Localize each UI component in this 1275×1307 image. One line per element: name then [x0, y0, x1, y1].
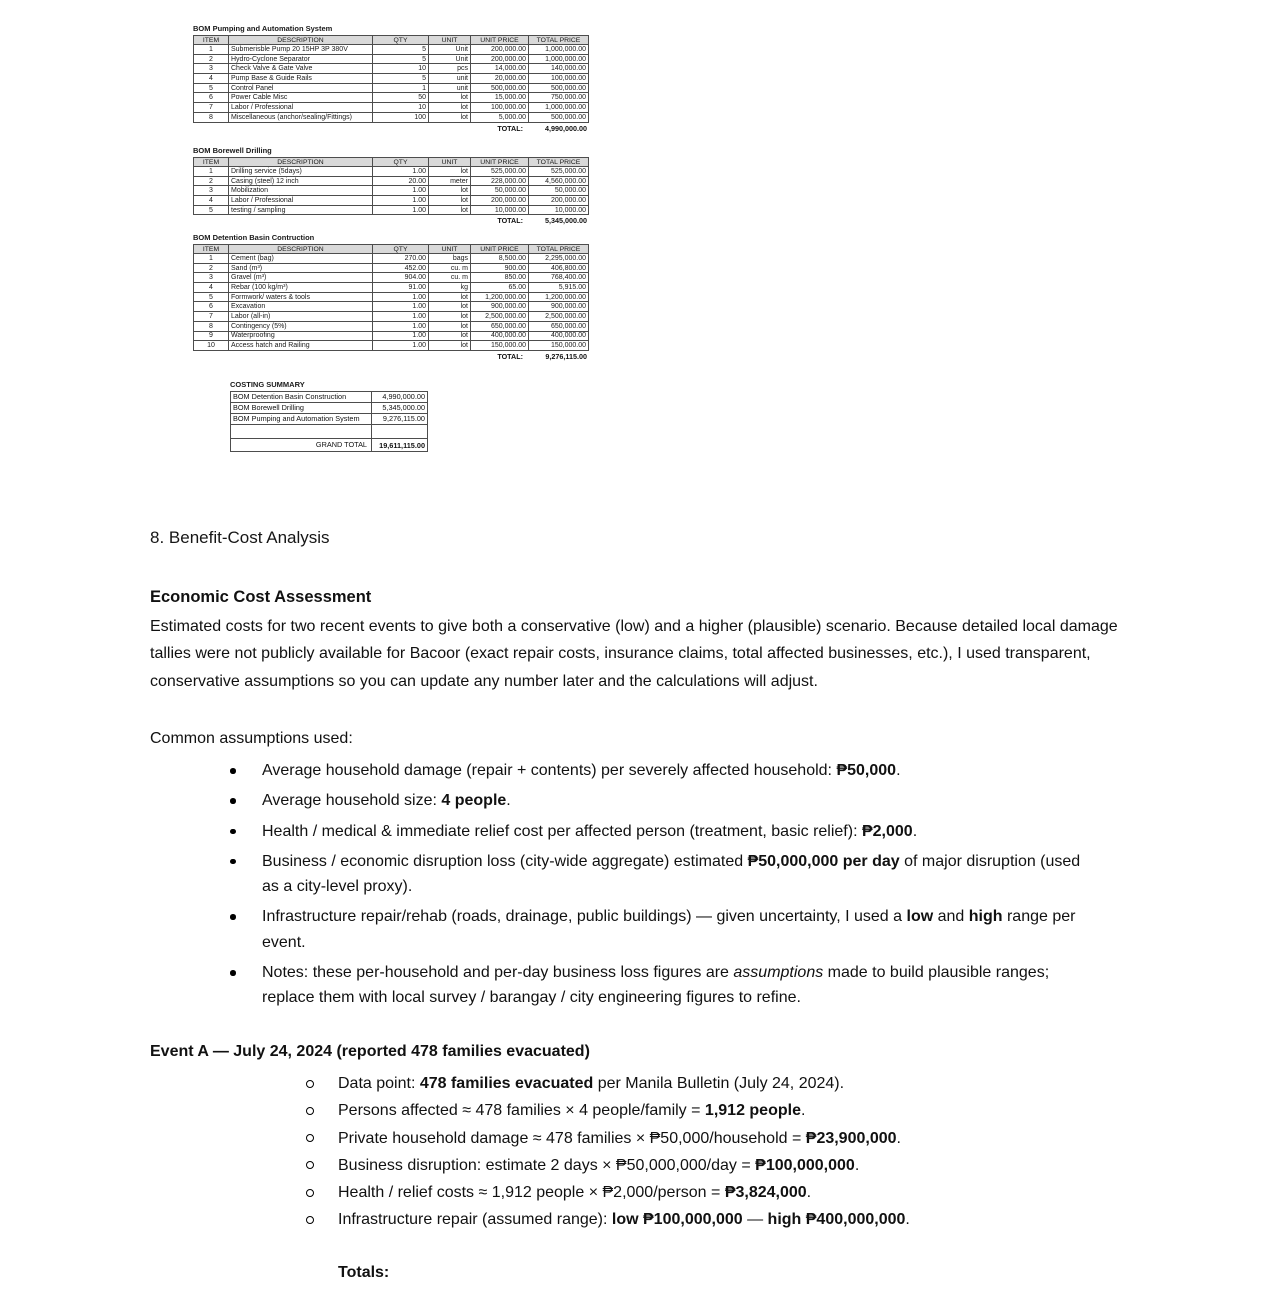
bom-row [194, 74, 589, 84]
text-segment: ₱3,824,000 [724, 1184, 807, 1202]
bom-cell: 5 [373, 74, 429, 84]
text-segment: assumptions [733, 964, 824, 982]
bom-header-cell: TOTAL PRICE [529, 36, 589, 45]
bom-table [193, 35, 589, 123]
bom-cell: 2 [194, 263, 229, 273]
bom-cell: 228,000.00 [471, 176, 529, 186]
text-segment: Infrastructure repair (assumed range): [338, 1211, 612, 1229]
bom-header-cell: ITEM [194, 36, 229, 45]
bom-cell: 500,000.00 [529, 112, 589, 122]
bom-header-cell: DESCRIPTION [229, 36, 373, 45]
costing-summary-spacer-value [372, 425, 427, 438]
bom-cell: lot [429, 112, 471, 122]
intro-paragraph: Estimated costs for two recent events to give both a conservative (low) and a higher (plausible) scenario. Because detailed local damage tallies were not publicly available for Bacoor (exact repair costs, insurance claims, total affected businesses, etc.), I used transparent, conservative assumptions so you can update any number later and the calculations will adjust. [150, 618, 1118, 690]
list-item [305, 1097, 1075, 1124]
bom-header-cell: UNIT [429, 245, 471, 254]
bom-row [194, 205, 589, 215]
text-segment: Data point: [338, 1075, 420, 1092]
bom-cell: 1.00 [373, 186, 429, 196]
bom-cell: 1.00 [373, 321, 429, 331]
bom-cell: 1 [194, 254, 229, 264]
text-segment: of major disruption (used as a city-level proxy). [262, 852, 1081, 896]
bom-total-label: TOTAL: [497, 123, 523, 133]
bom-header-row [194, 36, 589, 45]
costing-summary-spacer-cell [231, 425, 372, 438]
text-segment: 4 people [441, 792, 507, 810]
bom-cell: Unit [429, 54, 471, 64]
bom-table-title: BOM Borewell Drilling [193, 146, 272, 155]
bom-header-cell: UNIT PRICE [471, 245, 529, 254]
text-segment: 478 families evacuated [419, 1075, 594, 1092]
bom-header-cell: QTY [373, 158, 429, 167]
bom-cell: Drilling service (5days) [229, 167, 373, 177]
bom-cell: 10,000.00 [471, 205, 529, 215]
assumptions-intro: Common assumptions used: [150, 730, 353, 747]
bom-cell: 400,000.00 [471, 331, 529, 341]
list-item [305, 1152, 1075, 1179]
bom-header-cell: TOTAL PRICE [529, 158, 589, 167]
text-segment: ₱23,900,000 [805, 1129, 897, 1147]
list-item [230, 960, 1082, 1011]
bom-cell: kg [429, 283, 471, 293]
bom-cell: 4 [194, 196, 229, 206]
bom-cell: 5 [194, 292, 229, 302]
bom-cell: 525,000.00 [529, 167, 589, 177]
bom-cell: 4,560,000.00 [529, 176, 589, 186]
costing-summary-table [230, 391, 428, 452]
costing-summary-spacer [231, 425, 427, 438]
text-segment: made to build plausible ranges; replace them with local survey / barangay / city engineering figures to refine. [262, 964, 1050, 1007]
bom-header-cell: DESCRIPTION [229, 245, 373, 254]
bom-cell: 1.00 [373, 302, 429, 312]
bom-cell: 5,000.00 [471, 112, 529, 122]
bom-cell: Formwork/ waters & tools [229, 292, 373, 302]
bom-cell: 5 [373, 45, 429, 55]
bom-cell: Contingency (5%) [229, 321, 373, 331]
bom-cell: lot [429, 321, 471, 331]
bom-total-label: TOTAL: [497, 351, 523, 361]
bom-cell: 6 [194, 302, 229, 312]
bom-cell: 452.00 [373, 263, 429, 273]
bom-cell: 900,000.00 [529, 302, 589, 312]
bom-cell: 6 [194, 93, 229, 103]
bom-cell: lot [429, 292, 471, 302]
section-heading: 8. Benefit-Cost Analysis [150, 528, 330, 547]
bom-cell: cu. m [429, 263, 471, 273]
costing-summary-row-value: 9,276,115.00 [382, 414, 425, 423]
bom-cell: 10,000.00 [529, 205, 589, 215]
costing-summary-row [231, 414, 427, 425]
bom-cell: 100 [373, 112, 429, 122]
bom-cell: 2 [194, 54, 229, 64]
text-segment: . [896, 1129, 901, 1147]
bom-cell: 2,500,000.00 [529, 312, 589, 322]
text-segment: . [854, 1156, 860, 1174]
bom-cell: Waterproofing [229, 331, 373, 341]
text-segment: . [800, 1102, 806, 1120]
bom-cell: 3 [194, 186, 229, 196]
text-segment: Business / economic disruption loss (city-wide aggregate) estimated [262, 852, 748, 870]
bom-table [193, 157, 589, 215]
bom-cell: bags [429, 254, 471, 264]
bom-header-cell: UNIT PRICE [471, 36, 529, 45]
text-segment: — [742, 1211, 768, 1229]
bom-cell: 5,915.00 [529, 283, 589, 293]
bom-cell: 10 [373, 103, 429, 113]
bom-cell: 200,000.00 [471, 45, 529, 55]
bom-cell: Power Cable Misc [229, 93, 373, 103]
bom-total-value: 4,990,000.00 [545, 123, 587, 133]
bom-header-cell: QTY [373, 36, 429, 45]
list-item [305, 1125, 1075, 1152]
bom-row [194, 64, 589, 74]
bom-cell: 91.00 [373, 283, 429, 293]
bom-table-block [193, 24, 588, 133]
bom-cell: 400,000.00 [529, 331, 589, 341]
bom-cell: lot [429, 312, 471, 322]
bom-header-cell: ITEM [194, 245, 229, 254]
bom-table [193, 244, 589, 351]
bom-cell: 50,000.00 [471, 186, 529, 196]
bom-cell: Control Panel [229, 83, 373, 93]
bom-cell: 900.00 [471, 263, 529, 273]
bom-cell: 140,000.00 [529, 64, 589, 74]
bom-cell: 20,000.00 [471, 74, 529, 84]
bom-cell: 7 [194, 103, 229, 113]
bom-row [194, 196, 589, 206]
bom-cell: lot [429, 167, 471, 177]
bom-cell: Unit [429, 45, 471, 55]
bom-cell: 1.00 [373, 167, 429, 177]
bom-row [194, 263, 589, 273]
costing-summary-row-value: 5,345,000.00 [382, 403, 425, 412]
bom-header-cell: UNIT [429, 158, 471, 167]
grand-total-row [231, 438, 427, 451]
bom-row [194, 186, 589, 196]
text-segment: Infrastructure repair/rehab (roads, drainage, public buildings) — given uncertainty, I used a [262, 908, 907, 926]
bom-header-row [194, 245, 589, 254]
bom-cell: 8 [194, 321, 229, 331]
bom-cell: 1.00 [373, 196, 429, 206]
grand-total-value: 19,611,115.00 [379, 440, 425, 450]
bom-total-row [193, 216, 588, 225]
text-segment: range per event. [262, 908, 1076, 951]
bom-row [194, 103, 589, 113]
bom-cell: 8,500.00 [471, 254, 529, 264]
bom-cell: Sand (m³) [229, 263, 373, 273]
bom-cell: meter [429, 176, 471, 186]
text-segment: . [905, 1211, 910, 1229]
bom-cell: 500,000.00 [529, 83, 589, 93]
bom-cell: Check Valve & Gate Valve [229, 64, 373, 74]
text-segment: high ₱400,000,000 [767, 1211, 906, 1229]
bom-total-row [193, 124, 588, 133]
bom-cell: Labor / Professional [229, 196, 373, 206]
list-item [230, 904, 1082, 955]
bom-cell: 5 [373, 54, 429, 64]
costing-summary-row-value: 4,990,000.00 [382, 392, 425, 401]
bom-cell: Gravel (m³) [229, 273, 373, 283]
bom-row [194, 54, 589, 64]
subsection-heading: Economic Cost Assessment [150, 588, 372, 606]
text-segment: high [968, 908, 1003, 926]
bom-cell: 1 [194, 45, 229, 55]
bom-cell: 1,000,000.00 [529, 45, 589, 55]
bom-cell: lot [429, 186, 471, 196]
bom-cell: 150,000.00 [529, 341, 589, 351]
bom-row [194, 283, 589, 293]
bom-cell: 525,000.00 [471, 167, 529, 177]
bom-cell: 150,000.00 [471, 341, 529, 351]
grand-total-label: GRAND TOTAL [231, 439, 372, 451]
bom-total-label: TOTAL: [497, 216, 523, 226]
bom-cell: 20.00 [373, 176, 429, 186]
bom-cell: 2,500,000.00 [471, 312, 529, 322]
bom-cell: 100,000.00 [471, 103, 529, 113]
text-segment: Persons affected ≈ 478 families × 4 people/family = [338, 1102, 705, 1120]
costing-summary-block [230, 380, 428, 452]
bom-table-title: BOM Detention Basin Contruction [193, 233, 315, 242]
bom-cell: 1.00 [373, 331, 429, 341]
list-item [305, 1070, 1075, 1097]
bom-cell: lot [429, 205, 471, 215]
text-segment: . [806, 1184, 812, 1202]
bom-cell: Mobilization [229, 186, 373, 196]
bom-cell: 1.00 [373, 341, 429, 351]
bom-cell: Excavation [229, 302, 373, 312]
bom-row [194, 302, 589, 312]
totals-label: Totals: [338, 1264, 390, 1281]
bom-cell: 8 [194, 112, 229, 122]
text-segment: . [912, 822, 918, 840]
bom-cell: Casing (steel) 12 inch [229, 176, 373, 186]
bom-cell: 900,000.00 [471, 302, 529, 312]
text-segment: ₱2,000 [861, 822, 913, 840]
text-segment: Health / relief costs ≈ 1,912 people × ₱2,000/person = [338, 1184, 725, 1202]
text-segment: ₱50,000,000 per day [747, 852, 900, 870]
bom-cell: 750,000.00 [529, 93, 589, 103]
costing-summary-rows [231, 392, 427, 425]
bom-cell: 650,000.00 [471, 321, 529, 331]
list-item [230, 819, 1082, 844]
bom-header-row [194, 158, 589, 167]
bom-cell: testing / sampling [229, 205, 373, 215]
bom-cell: lot [429, 331, 471, 341]
bom-cell: pcs [429, 64, 471, 74]
bom-cell: 1,200,000.00 [471, 292, 529, 302]
event-a-heading: Event A — July 24, 2024 (reported 478 families evacuated) [150, 1043, 590, 1060]
list-item [230, 849, 1082, 900]
bom-cell: unit [429, 74, 471, 84]
bom-cell: lot [429, 196, 471, 206]
costing-summary-row-label: BOM Detention Basin Construction [231, 392, 372, 402]
bom-cell: 2,295,000.00 [529, 254, 589, 264]
bom-cell: unit [429, 83, 471, 93]
text-segment: . [896, 762, 901, 779]
bom-row [194, 112, 589, 122]
bom-row [194, 292, 589, 302]
bom-cell: 1,000,000.00 [529, 54, 589, 64]
costing-summary-row [231, 403, 427, 414]
text-segment: Notes: these per-household and per-day business loss figures are [262, 964, 734, 982]
bom-row [194, 341, 589, 351]
bom-cell: 50 [373, 93, 429, 103]
bom-header-cell: UNIT [429, 36, 471, 45]
bom-cell: Pump Base & Guide Rails [229, 74, 373, 84]
bom-table-title: BOM Pumping and Automation System [193, 24, 333, 33]
text-segment: per Manila Bulletin (July 24, 2024). [593, 1075, 845, 1092]
costing-summary-row [231, 392, 427, 403]
bom-row [194, 93, 589, 103]
costing-summary-row-label: BOM Pumping and Automation System [231, 414, 372, 424]
bom-cell: 5 [194, 205, 229, 215]
bom-cell: cu. m [429, 273, 471, 283]
bom-row [194, 83, 589, 93]
bom-row [194, 176, 589, 186]
event-a-list [305, 1070, 1075, 1234]
bom-cell: 9 [194, 331, 229, 341]
bom-cell: 406,800.00 [529, 263, 589, 273]
bom-cell: lot [429, 103, 471, 113]
bom-cell: 500,000.00 [471, 83, 529, 93]
bom-row [194, 321, 589, 331]
text-segment: low [906, 908, 934, 926]
bom-row [194, 273, 589, 283]
list-item [305, 1179, 1075, 1206]
costing-summary-row-label: BOM Borewell Drilling [231, 403, 372, 413]
assumptions-list [230, 758, 1082, 1016]
bom-cell: Cement (bag) [229, 254, 373, 264]
bom-table-block [193, 146, 588, 225]
bom-header-cell: ITEM [194, 158, 229, 167]
list-item [305, 1206, 1075, 1233]
bom-total-value: 9,276,115.00 [545, 351, 587, 361]
bom-cell: lot [429, 302, 471, 312]
bom-cell: 1.00 [373, 312, 429, 322]
bom-cell: 200,000.00 [529, 196, 589, 206]
text-segment: Average household damage (repair + contents) per severely affected household: [262, 762, 837, 779]
bom-cell: 1,200,000.00 [529, 292, 589, 302]
bom-cell: 200,000.00 [471, 54, 529, 64]
bom-cell: 200,000.00 [471, 196, 529, 206]
bom-cell: Rebar (100 kg/m³) [229, 283, 373, 293]
bom-cell: Access hatch and Railing [229, 341, 373, 351]
bom-cell: 3 [194, 273, 229, 283]
bom-header-cell: UNIT PRICE [471, 158, 529, 167]
text-segment: . [506, 792, 511, 810]
text-segment: low ₱100,000,000 [611, 1211, 743, 1229]
text-segment: ₱50,000 [836, 762, 897, 779]
bom-header-cell: QTY [373, 245, 429, 254]
bom-cell: 904.00 [373, 273, 429, 283]
bom-cell: lot [429, 341, 471, 351]
bom-cell: 850.00 [471, 273, 529, 283]
text-segment: Health / medical & immediate relief cost per affected person (treatment, basic relief): [262, 822, 862, 840]
bom-cell: 14,000.00 [471, 64, 529, 74]
text-segment: ₱100,000,000 [755, 1156, 855, 1174]
bom-cell: 3 [194, 64, 229, 74]
bom-cell: 2 [194, 176, 229, 186]
bom-cell: 50,000.00 [529, 186, 589, 196]
bom-cell: 1 [373, 83, 429, 93]
bom-row [194, 167, 589, 177]
bom-cell: Hydro-Cyclone Separator [229, 54, 373, 64]
bom-table-block [193, 233, 588, 361]
bom-cell: 5 [194, 83, 229, 93]
bom-row [194, 45, 589, 55]
bom-cell: Labor / Professional [229, 103, 373, 113]
bom-cell: 4 [194, 283, 229, 293]
bom-row [194, 331, 589, 341]
bom-cell: 650,000.00 [529, 321, 589, 331]
bom-cell: 10 [194, 341, 229, 351]
bom-total-row [193, 352, 588, 361]
text-segment: Private household damage ≈ 478 families × ₱50,000/household = [338, 1129, 806, 1147]
bom-header-cell: DESCRIPTION [229, 158, 373, 167]
text-segment: and [933, 908, 969, 926]
bom-cell: 768,400.00 [529, 273, 589, 283]
bom-cell: 1 [194, 167, 229, 177]
bom-total-value: 5,345,000.00 [545, 216, 587, 226]
text-segment: 1,912 people [704, 1102, 801, 1120]
bom-cell: Miscellaneous (anchor/sealing/Fittings) [229, 112, 373, 122]
bom-cell: 7 [194, 312, 229, 322]
bom-cell: Labor (all-in) [229, 312, 373, 322]
text-segment: Business disruption: estimate 2 days × ₱50,000,000/day = [338, 1156, 756, 1174]
bom-cell: 1,000,000.00 [529, 103, 589, 113]
bom-header-cell: TOTAL PRICE [529, 245, 589, 254]
text-segment: Average household size: [262, 792, 442, 810]
bom-cell: 1.00 [373, 205, 429, 215]
bom-cell: 100,000.00 [529, 74, 589, 84]
bom-cell: 270.00 [373, 254, 429, 264]
list-item [230, 758, 1082, 783]
bom-row [194, 312, 589, 322]
bom-cell: 65.00 [471, 283, 529, 293]
bom-row [194, 254, 589, 264]
bom-cell: 15,000.00 [471, 93, 529, 103]
bom-cell: 10 [373, 64, 429, 74]
list-item [230, 788, 1082, 813]
bom-cell: 1.00 [373, 292, 429, 302]
costing-summary-title: COSTING SUMMARY [230, 380, 305, 389]
bom-cell: Submerisble Pump 20 15HP 3P 380V [229, 45, 373, 55]
bom-cell: lot [429, 93, 471, 103]
bom-cell: 4 [194, 74, 229, 84]
